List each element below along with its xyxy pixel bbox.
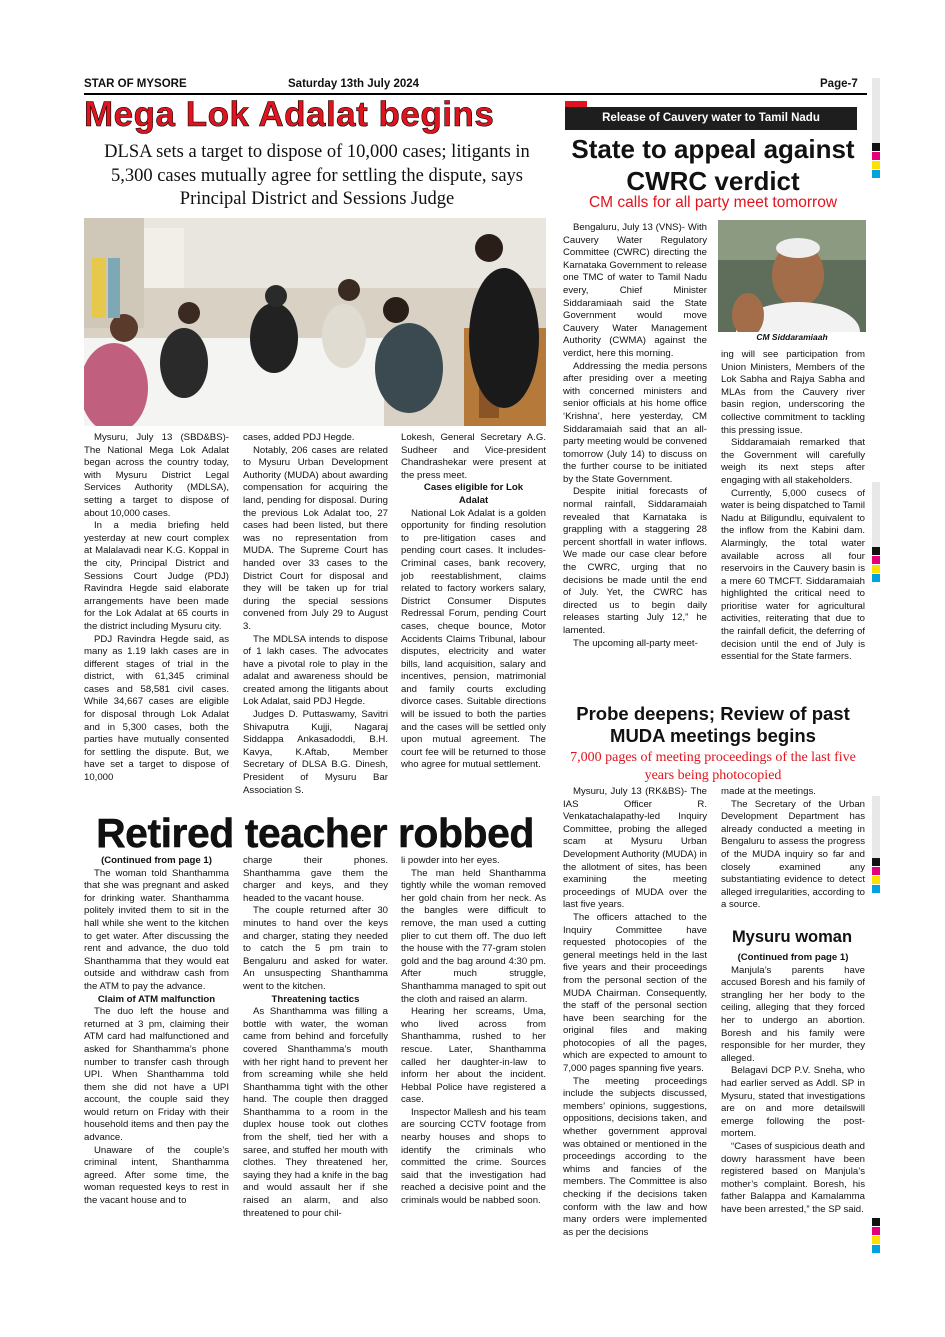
paragraph: The woman told Shanthamma that she was pregnant and asked for drinking water. Shanthamma politely invited them to sit in the hall while she went to the kitchen to get water. After discussing the rent and advance, the duo told Shanthamma that they would eat outside and withdraw cash from the ATM to pay the advance.: [84, 867, 229, 992]
registration-bar: [872, 482, 880, 547]
lok-adalat-photo: [84, 218, 546, 426]
registration-bar: [872, 796, 880, 858]
registration-yellow: [872, 876, 880, 884]
paragraph: Manjula’s parents have accused Boresh and his family of strangling her her body to the ceiling, alleging that they forced her to undergo an abortion. Boresh and his family were responsible for her murder, they alleged.: [721, 964, 865, 1064]
continued-note: (Continued from page 1): [101, 855, 212, 866]
section-subhead: Cases eligible for Lok Adalat: [423, 482, 524, 506]
paragraph: Mysuru, July 13 (SBD&BS)- The National Mega Lok Adalat began across the country today, with Mysuru District Legal Services Authority (MDLSA), setting a target to dispose of about 10,000 cases.: [84, 432, 229, 519]
registration-yellow: [872, 1236, 880, 1244]
registration-black: [872, 143, 880, 151]
registration-yellow: [872, 161, 880, 169]
muda-subhead: 7,000 pages of meeting proceedings of the last five years being photocopied: [570, 750, 856, 783]
teacher-column-3: [401, 855, 546, 1263]
registration-magenta: [872, 556, 880, 564]
cauvery-headline: State to appeal against CWRC verdict: [571, 134, 855, 196]
page-number: Page-7: [820, 78, 858, 90]
cm-photo: [718, 220, 866, 332]
cm-photo-caption: CM Siddaramiaah: [718, 332, 866, 345]
paragraph: The couple returned after 30 minutes to hand over the keys and charger, stating they needed to catch the 5 pm train to Bengaluru and asked for water. An unsuspecting Shanthamma went to the kitchen.: [243, 905, 388, 992]
registration-yellow: [872, 565, 880, 573]
paragraph: Siddaramaiah remarked that the Government will carefully weigh its next steps after engaging with all stakeholders.: [721, 437, 865, 486]
paragraph: made at the meetings.: [721, 786, 816, 797]
paragraph: Notably, 206 cases are related to Mysuru Urban Development Authority (MUDA) about awarding compensation for acquiring the land, pending for disposal. During the previous Lok Adalat too, 27 cases had been listed, but there was no representation from MUDA. The Supreme Court has handed over 33 cases to the District Court for disposal and they will be taken up for trial during the special sessions convened from July 29 to August 3.: [243, 444, 388, 632]
paragraph: Unaware of the couple’s criminal intent, Shanthamma agreed. After some time, the woman requested keys to rest in the vacant house and to: [84, 1144, 229, 1207]
paragraph: Belagavi DCP P.V. Sneha, who had earlier served as Addl. SP in Mysuru, stated that investigations are on and more detailswill emerge following the post-mortem.: [721, 1065, 865, 1140]
registration-black: [872, 1218, 880, 1226]
paragraph: Addressing the media persons after presiding over a meeting with concerned ministers and senior officials at his home office ‘Krishna’, here yesterday, CM Siddaramaiah said that an all-party meeting would be convened tomorrow (July 14) to discuss on the further course to be initiated by the State Government.: [563, 360, 707, 485]
lok-adalat-column-2: [243, 432, 388, 806]
paragraph: As Shanthamma was filling a bottle with water, the woman came from behind and forcefully covered Shanthamma’s mouth with her right hand to prevent her from screaming while she held Shanthamma tight with the other hand. The couple then dragged Shanthamma to a room in the duplex house took out clothes from the shelf, tied her with a saree, and stuffed her mouth with clothes. They threatened her, saying they had a knife in the bag and would assault her if she raised an alarm, and also threatened to pour chil-: [243, 1006, 388, 1219]
paragraph: The MDLSA intends to dispose of 1 lakh cases. The advocates have a pivotal role to play in the adalat and awareness should be created among the litigants about Lok Adalat, said PDJ Hegde.: [243, 633, 388, 708]
registration-cyan: [872, 1245, 880, 1253]
paragraph: In a media briefing held yesterday at new court complex at Malalavadi near K.G. Koppal in the city, Principal District and Sessions Court Judge (PDJ) Ravindra Hegde said elaborate arrangements have been made for the Lok Adalat at 65 courts in the district including Mysuru city.: [84, 520, 229, 632]
continued-note: (Continued from page 1): [737, 952, 849, 963]
paragraph: The officers attached to the Inquiry Committee have requested photocopies of the general meetings held in the last five years and their proceedings from the personal section of the MUDA Chairman. Consequently, the staff of the personal section have been searching for the original files and making photocopies of all the pages, which are expected to amount to 7,000 pages spanning five years.: [563, 911, 707, 1075]
paragraph: National Lok Adalat is a golden opportunity for finding resolution to pre-litigation cases and pending court cases. It includes- Criminal cases, bank recovery, job reestablishment, claims related to factory workers salary, District Consumer Disputes Redressal Forum, pending Court cases, cheque bounce, Motor Accidents Claims Tribunal, labour disputes, electricity and water bills, land acquisition, salary and incentives, pension, matrimonial and family courts excluding divorce cases. Suitable directions will be issued to both the parties and the cases will be settled only upon mutual agreement. The court fee will be returned to those who agree for mutual settlement.: [401, 507, 546, 771]
paragraph: The meeting proceedings include the subjects discussed, members’ opinions, suggestions, oppositions, decisions taken, and whether government approval was obtained or mentioned in the proceedings according to the whims and fancies of the members. The Committee is also checking if the decisions taken conform with the law and how many orders were implemented as per the decisions: [563, 1075, 707, 1238]
masthead-name: STAR OF MYSORE: [84, 78, 187, 90]
registration-magenta: [872, 867, 880, 875]
paragraph: Mysuru, July 13 (RK&BS)- The IAS Officer R. Venkatachalapathy-led Inquiry Committee, probing the alleged scam at Mysuru Urban Development Authority (MUDA) in the allotment of sites, has been examining the meeting proceedings of MUDA over the last five years.: [563, 786, 707, 911]
cauvery-column-2: [721, 349, 865, 700]
teacher-column-2: [243, 855, 388, 1263]
registration-black: [872, 858, 880, 866]
registration-cyan: [872, 574, 880, 582]
section-subhead: Claim of ATM malfunction: [97, 993, 216, 1005]
paragraph: The Secretary of the Urban Development Department has already conducted a meeting in Bengaluru to assess the progress of the MUDA inquiry so far and closely examined any substantiating evidence to detect alleged irregularities, according to a source.: [721, 798, 865, 911]
paragraph: Inspector Mallesh and his team are sourcing CCTV footage from nearby houses and shops to identify the criminals who committed the crime. Sources said that the investigation had reached a decisive point and the criminals would be nabbed soon.: [401, 1106, 546, 1207]
cauvery-column-1: [563, 222, 707, 700]
section-subhead: Threatening tactics: [271, 993, 360, 1005]
paragraph: Hearing her screams, Uma, who lived across from Shanthamma, rushed to her rescue. Later, Shanthamma called her daughter-in-law to inform her about the incident. Hebbal Police have registered a case.: [401, 1006, 546, 1106]
mysuru-woman-headline: Mysuru woman: [731, 928, 853, 946]
lok-adalat-column-3: [401, 432, 546, 806]
teacher-column-1: [84, 855, 229, 1263]
registration-magenta: [872, 1227, 880, 1235]
teacher-robbed-headline: Retired teacher robbed: [96, 810, 534, 856]
registration-cyan: [872, 885, 880, 893]
lok-adalat-headline: Mega Lok Adalat begins: [84, 95, 495, 134]
muda-column-1: [563, 786, 707, 1262]
paragraph: charge their phones. Shanthamma gave them the charger and keys, and they headed to the vacant house.: [243, 855, 388, 904]
mysuru-woman-column: [721, 952, 865, 1262]
paragraph: “Cases of suspicious death and dowry harassment have been registered based on Manjula’s mother’s complaint. Boresh, his father Balappa and Kamalamma have been arrested,” the SP said.: [721, 1140, 865, 1215]
paragraph: The man held Shanthamma tightly while the woman removed her gold chain from her neck. As the bangles were difficult to remove, the man used a cutting plier to cut them off. The duo left the house with the 77-gram stolen gold and the bag around 4:30 pm. After much struggle, Shanthamma managed to spit out the cloth and raised an alarm.: [401, 867, 546, 1005]
paragraph: ing will see participation from Union Ministers, Members of the Lok Sabha and Rajya Sabha and MLAs from the Cauvery river basin region, underscoring the collective commitment to tackling this pressing issue.: [721, 349, 865, 436]
cauvery-subhead: CM calls for all party meet tomorrow: [588, 194, 838, 211]
paragraph: Judges D. Puttaswamy, Savitri Shivaputra Kujji, Nagaraj Siddappa Ankasadoddi, B.H. Kavya, K.Aftab, Member Secretary of DLSA B.G. Dinesh, President of Mysuru Bar Association S.: [243, 709, 388, 796]
registration-bar: [872, 78, 880, 143]
muda-headline: Probe deepens; Review of past MUDA meetings begins: [576, 703, 850, 746]
issue-date: Saturday 13th July 2024: [288, 78, 420, 90]
lok-adalat-deck: DLSA sets a target to dispose of 10,000 cases; litigants in 5,300 cases mutually agree for settling the dispute, says Principal District and Sessions Judge: [104, 142, 530, 209]
lok-adalat-column-1: [84, 432, 229, 806]
paragraph: Lokesh, General Secretary A.G. Sudheer and Vice-president Chandrashekar were present at the press meet.: [401, 432, 546, 481]
paragraph: PDJ Ravindra Hegde said, as many as 1.19 lakh cases are in different stages of trial in the district, with 61,345 criminal cases and 58,581 civil cases. While 34,667 cases are eligible for disposal through Lok Adalat and in 5,300 cases, both the parties have mutually consented for settling the dispute. But, we have set a target to dispose of 10,000: [84, 633, 229, 784]
paragraph: cases, added PDJ Hegde.: [243, 432, 355, 443]
paragraph: Currently, 5,000 cusecs of water is being dispatched to Tamil Nadu at Biligundlu, equivalent to the inflow from the Kabini dam. Alarmingly, the total water available across all four reservoirs in the Cauvery basin is a mere 60 TMCFT. Siddaramaiah highlighted the critical need to prioritise water for agricultural activities, reiterating that due to the rainfall deficit, the deferring of decision until the end of July is essential for the State farmers.: [721, 487, 865, 663]
registration-magenta: [872, 152, 880, 160]
paragraph: The upcoming all-party meet-: [573, 637, 698, 649]
paragraph: The duo left the house and returned at 3 pm, claiming their ATM card had malfunctioned and asked for Shanthamma’s phone number to transfer cash through UPI. When Shanthamma told them she did not have a UPI account, the couple said they would return on Friday with their household items and then pay the advance.: [84, 1006, 229, 1144]
cauvery-kicker: Release of Cauvery water to Tamil Nadu: [565, 107, 857, 130]
registration-cyan: [872, 170, 880, 178]
paragraph: li powder into her eyes.: [401, 855, 500, 866]
muda-column-2: [721, 786, 865, 926]
paragraph: Despite initial forecasts of normal rainfall, Siddaramaiah revealed that Karnataka is grappling with a staggering 28 percent shortfall in water inflows. We made our case clear before the CWRC, urging that no decisions be made until the end of July. Yet, the CWRC has directed us to begin daily releases starting July 12,” he lamented.: [563, 486, 707, 636]
paragraph: Bengaluru, July 13 (VNS)- With Cauvery Water Regulatory Committee (CWRC) directing the Karnataka Government to release one TMC of water to Tamil Nadu every, Chief Minister Siddaramiaah said the State Government would move Cauvery Water Management Authority (CWMA) against the verdict, here this morning.: [563, 222, 707, 359]
registration-black: [872, 547, 880, 555]
